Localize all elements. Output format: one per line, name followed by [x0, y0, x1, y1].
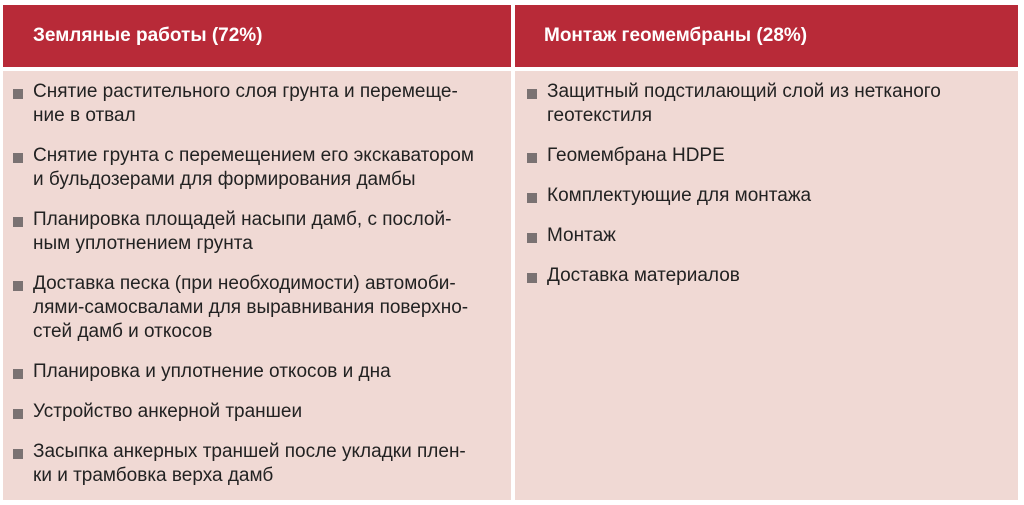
list-item [527, 264, 1018, 288]
list-item [527, 80, 1018, 128]
list-item [13, 440, 511, 488]
earthworks-cell [3, 71, 511, 500]
list-item [527, 144, 1018, 168]
list-item [527, 184, 1018, 208]
list-item-text: Снятие грунта с перемещением его экскаватором и бульдозерами для формирования дамбы [33, 145, 474, 190]
list-item-text: Устройство анкерной траншеи [33, 401, 303, 422]
list-item-text: Монтаж [547, 225, 616, 246]
list-item [527, 224, 1018, 248]
list-item [13, 144, 511, 192]
geomembrane-list [527, 80, 1018, 288]
square-bullet-icon [527, 233, 537, 243]
list-item-text: Комплектующие для монтажа [547, 185, 812, 206]
list-item-text: Снятие растительного слоя грунта и перемеще- ние в отвал [33, 81, 458, 126]
list-item-text: Защитный подстилающий слой из нетканого геотекстиля [547, 81, 941, 126]
square-bullet-icon [527, 153, 537, 163]
square-bullet-icon [13, 217, 23, 227]
list-item [13, 80, 511, 128]
square-bullet-icon [13, 409, 23, 419]
list-item-text: Засыпка анкерных траншей после укладки плен- ки и трамбовка верха дамб [33, 441, 466, 486]
square-bullet-icon [527, 193, 537, 203]
list-item [13, 272, 511, 344]
list-item [13, 400, 511, 424]
square-bullet-icon [13, 153, 23, 163]
square-bullet-icon [527, 273, 537, 283]
square-bullet-icon [527, 89, 537, 99]
list-item-text: Геомембрана HDPE [547, 145, 725, 166]
square-bullet-icon [13, 281, 23, 291]
header-geomembrane: Монтаж геомембраны (28%) [515, 5, 1018, 67]
square-bullet-icon [13, 369, 23, 379]
square-bullet-icon [13, 89, 23, 99]
earthworks-list [13, 80, 511, 488]
list-item-text: Доставка песка (при необходимости) автомоби- лями-самосвалами для выравнивания поверхно- стей дамб и откосов [33, 273, 469, 342]
list-item-text: Планировка и уплотнение откосов и дна [33, 361, 391, 382]
list-item-text: Планировка площадей насыпи дамб, с послой- ным уплотнением грунта [33, 209, 452, 254]
list-item [13, 360, 511, 384]
list-item [13, 208, 511, 256]
square-bullet-icon [13, 449, 23, 459]
list-item-text: Доставка материалов [547, 265, 740, 286]
works-table [3, 5, 1018, 500]
header-earthworks: Земляные работы (72%) [3, 5, 511, 67]
geomembrane-cell [515, 71, 1018, 500]
